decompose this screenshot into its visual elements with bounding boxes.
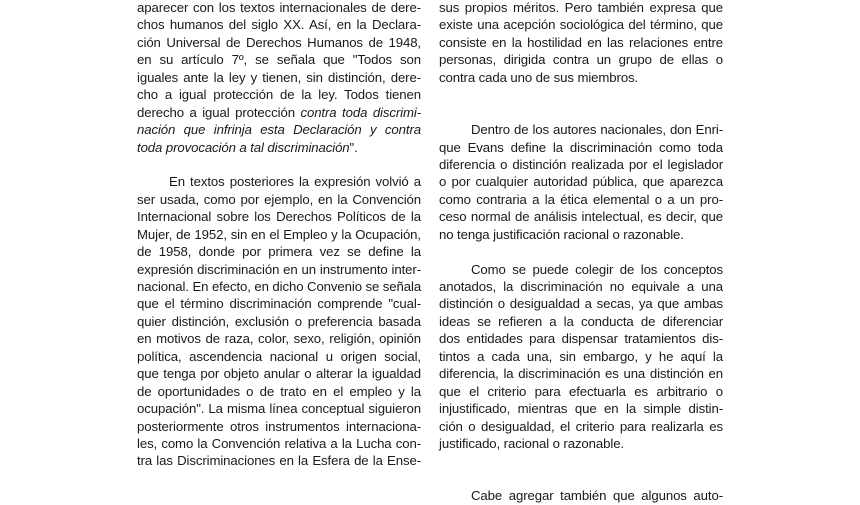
text-line: nacional. En efecto, en dicho Convenio se señala [137, 279, 422, 294]
text-line: Internacional sobre los Derechos Políticos de la [137, 209, 421, 225]
text-line: ideas se refieren a la conducta de diferenciar [439, 313, 723, 329]
text-line: Dentro de los autores nacionales, don Enri- [471, 122, 723, 138]
left-column [137, 0, 421, 470]
text-line: consiste en la hostilidad en las relaciones entre [439, 34, 723, 50]
text-line: de oportunidades o de trato en el empleo y la [137, 383, 421, 399]
paragraph-cabe-agregar [439, 487, 723, 504]
paragraph-spacer [439, 243, 723, 260]
text-line: que tenga por objeto anular o alterar la igualdad [137, 366, 421, 382]
text-line: posteriormente otros instrumentos internaciona- [137, 418, 421, 434]
text-line: ocupación". La misma línea conceptual siguieron [137, 401, 421, 417]
text-line: ción Universal de Derechos Humanos de 1948, [137, 34, 421, 50]
text-line [137, 139, 421, 156]
text-line: tra las Discriminaciones en la Esfera de la Ense- [137, 453, 421, 469]
quoted-italic-text: toda provocación a tal discriminación [137, 139, 350, 155]
text-line [137, 104, 421, 121]
text-line: que el criterio para efectuarla es arbitrario o [439, 383, 723, 399]
text-line: cho a igual protección de la ley. Todos tienen [137, 87, 421, 103]
text-line: contra cada uno de sus miembros. [439, 69, 639, 85]
text-line: anotados, la discriminación no equivale a una [439, 279, 723, 294]
text-run: derecho a igual protección [137, 104, 301, 120]
text-line: ción o desigualdad, el criterio para realizarla es [439, 418, 723, 434]
paragraph-spacer [137, 156, 421, 173]
text-line: chos humanos del siglo XX. Así, en la Declara- [137, 17, 421, 33]
paragraph-spacer [439, 86, 723, 103]
paragraph-spacer [439, 470, 723, 487]
text-line: expresión discriminación en un instrumento inter- [137, 261, 421, 277]
text-line: en motivos de raza, color, sexo, religión, opinión [137, 331, 421, 347]
paragraph-enrique-evans [439, 121, 723, 243]
text-line [137, 121, 421, 138]
text-line: ceso normal de análisis intelectual, es decir, que [439, 209, 723, 225]
text-line: como contraria a la ética elemental o a un pro- [439, 191, 723, 207]
text-line: quier distinción, exclusión o preferencia basada [137, 313, 421, 329]
text-line: diferencia, la discriminación es una distinción en [439, 366, 723, 382]
text-line: existe una acepción sociológica del término, que [439, 17, 723, 33]
text-line: tintos a cada una, sin embargo, y he aquí la [439, 348, 723, 364]
paragraph-declaracion-universal [137, 0, 421, 156]
text-line: política, ascendencia nacional u origen social, [137, 348, 421, 364]
text-line: dos entidades para dispensar tratamientos dis- [439, 331, 723, 347]
text-line: personas, dirigida contra un grupo de ellas o [439, 52, 723, 68]
text-line: En textos posteriores la expresión volvió a [169, 174, 421, 190]
text-line: Mujer, de 1952, sin en el Empleo y la Ocupación, [137, 226, 421, 242]
text-line: Cabe agregar también que algunos auto- [471, 488, 723, 504]
text-line: o por cualquier autoridad pública, que aparezca [439, 174, 723, 190]
paragraph-colegir-conceptos [439, 261, 723, 453]
text-line: les, como la Convención relativa a la Lucha con- [137, 435, 421, 451]
paragraph-acepcion-sociologica [439, 0, 723, 86]
text-line: Como se puede colegir de los conceptos [471, 261, 723, 277]
text-line: aparecer con los textos internacionales de dere- [137, 0, 421, 15]
text-line: en su artículo 7º, se señala que "Todos son [137, 52, 421, 68]
right-column [439, 0, 723, 505]
text-line: justificado, racional o razonable. [439, 435, 624, 451]
text-line: distinción o desigualdad a secas, ya que ambas [439, 296, 723, 312]
text-line: no tenga justificación racional o razonable. [439, 226, 684, 242]
quoted-italic-text: contra toda discrimi- [300, 104, 421, 120]
text-line: que el término discriminación comprende "cual- [137, 296, 421, 312]
text-line: que Evans define la discriminación como toda [439, 139, 723, 155]
text-line: sus propios méritos. Pero también expresa que [439, 0, 723, 15]
text-line: iguales ante la ley y tienen, sin distinción, dere- [137, 69, 421, 85]
quoted-italic-text: nación que infrinja esta Declaración y contra [137, 122, 421, 138]
paragraph-textos-posteriores [137, 173, 421, 469]
text-line: injustificado, mientras que en la simple distin- [439, 401, 723, 417]
paragraph-spacer [439, 104, 723, 121]
text-run: ". [349, 139, 358, 155]
text-line: diferencia o distinción realizada por el legislador [439, 156, 723, 172]
text-line: de 1958, donde por primera vez se define la [137, 244, 421, 260]
text-line: ser usada, como por ejemplo, en la Convención [137, 191, 421, 207]
paragraph-spacer [439, 452, 723, 469]
